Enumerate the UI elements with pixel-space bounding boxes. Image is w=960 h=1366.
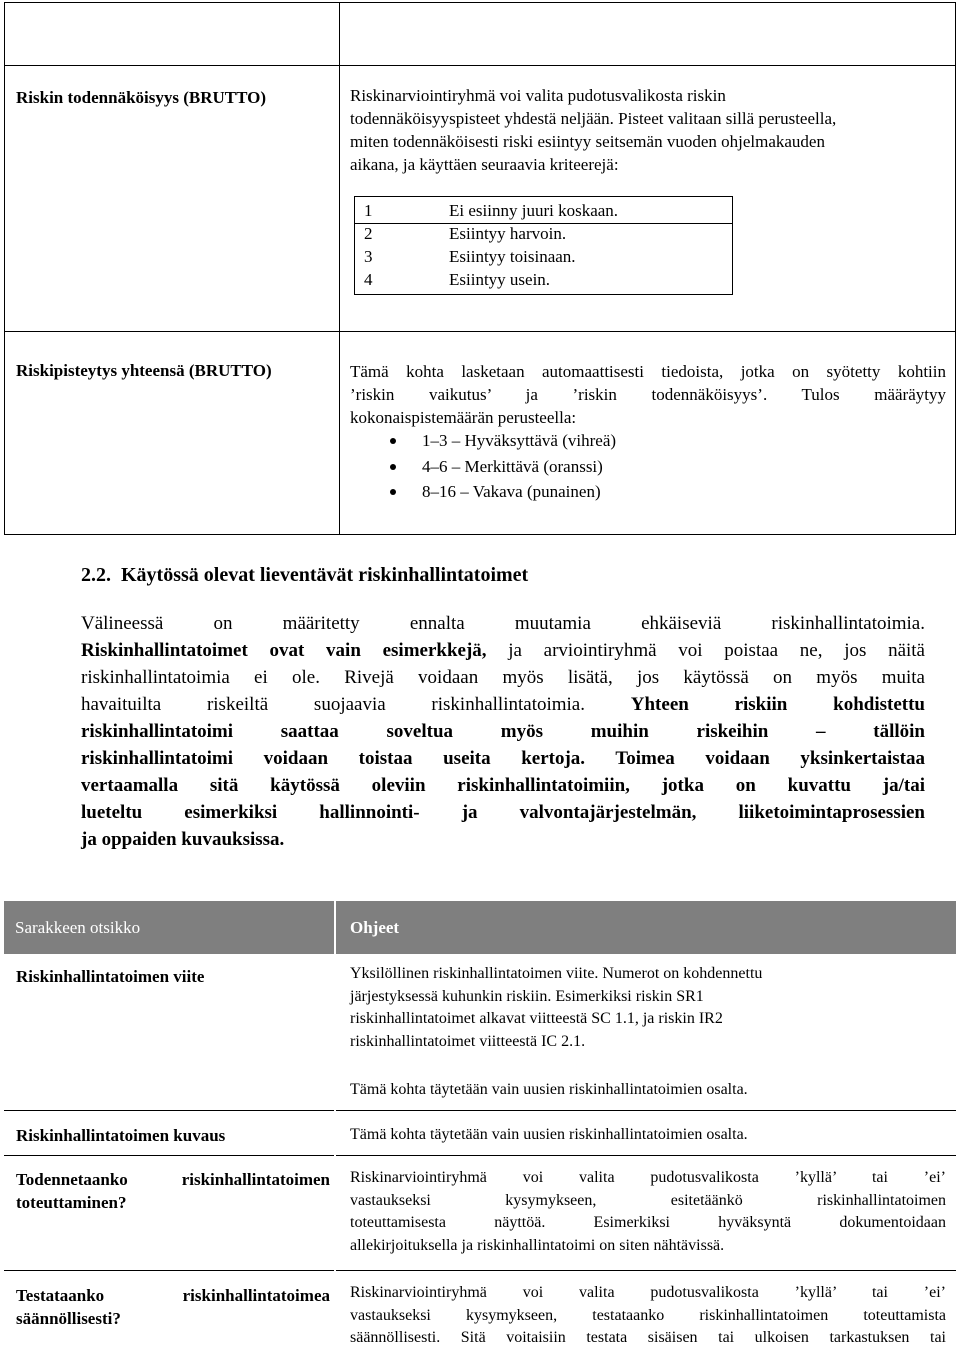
desc-line: Yksilöllinen riskinhallintatoimen viite. Numerot on kohdennettu: [350, 965, 763, 982]
paragraph-line: [81, 691, 925, 718]
table-header-col2: [336, 901, 956, 954]
desc-line: Tämä kohta lasketaan automaattisesti tiedoista, jotka on syötetty kohtiin: [350, 362, 946, 381]
table-row-divider: [4, 1155, 334, 1156]
bullet-text: 1–3 – Hyväksyttävä (vihreä): [422, 431, 617, 450]
bullet-text: 4–6 – Merkittävä (oranssi): [422, 457, 603, 476]
criteria-row: [355, 268, 732, 291]
paragraph-line: [81, 610, 925, 637]
row-desc-testing: [350, 1282, 946, 1350]
row-label-probability: Riskin todennäköisyys (BRUTTO): [16, 88, 267, 107]
row-label-total-score: Riskipisteytys yhteensä (BRUTTO): [16, 361, 272, 380]
paragraph-line: [81, 772, 925, 799]
text: ja arviointiryhmä voi poistaa ne, jos näitä: [486, 640, 925, 661]
table-row-divider: [4, 1110, 334, 1111]
table-row-divider: [336, 1110, 956, 1111]
table-row-divider: [5, 331, 955, 332]
desc-line: aikana, ja käyttäen seuraavia kriteerejä:: [350, 155, 619, 174]
row-label-control-ref: Riskinhallintatoimen viite: [16, 967, 205, 986]
table-row-divider: [4, 1270, 334, 1271]
label-line: Todennetaanko riskinhallintatoimen: [16, 1170, 330, 1189]
bold-text: riskinhallintatoimi voidaan toistaa useita kertoja. Toimea voidaan yksinkertaistaa: [81, 748, 925, 769]
row-label-verification: [16, 1168, 330, 1214]
label-line: Testataanko riskinhallintatoimea: [16, 1286, 330, 1305]
criteria-row: [355, 199, 732, 222]
label-line: toteuttaminen?: [16, 1193, 127, 1212]
desc-line: säännöllisesti. Sitä voitaisiin testata sisäisen tai ulkoisen tarkastuksen tai: [350, 1329, 946, 1346]
row-label-control-desc: Riskinhallintatoimen kuvaus: [16, 1126, 226, 1145]
section-paragraph: [81, 610, 925, 853]
desc-line: kokonaispistemäärän perusteella:: [350, 408, 577, 427]
paragraph-line: [81, 826, 925, 853]
row-desc-control-desc: [350, 1124, 910, 1147]
row-note-control-ref: [350, 1079, 910, 1102]
text: riskinhallintatoimia ei ole. Rivejä voidaan myös lisätä, jos käytössä on myös muita: [81, 667, 925, 688]
header-label: Sarakkeen otsikko: [15, 918, 141, 937]
desc-line: vastaukseksi kysymykseen, testataanko riskinhallintatoimen toteuttamista: [350, 1306, 946, 1324]
row-desc-probability: [350, 84, 940, 176]
desc-line: Riskinarviointiryhmä voi valita pudotusvalikosta ’kyllä’ tai ’ei’: [350, 1169, 946, 1186]
criteria-number: 1: [364, 201, 373, 220]
desc-line: riskinhallintatoimet alkavat viitteestä SC 1.1, ja riskin IR2: [350, 1010, 723, 1027]
criteria-number: 3: [364, 247, 373, 266]
table-row-divider: [5, 65, 955, 66]
text: Välineessä on määritetty ennalta muutamia ehkäiseviä riskinhallintatoimia.: [81, 613, 925, 634]
criteria-number: 2: [364, 224, 373, 243]
paragraph-line: [81, 799, 925, 826]
header-label: Ohjeet: [350, 918, 400, 937]
table-column-divider: [339, 3, 340, 534]
bold-text: lueteltu esimerkiksi hallinnointi- ja valvontajärjestelmän, liiketoimintaprosessien: [81, 802, 925, 823]
paragraph-line: [81, 637, 925, 664]
table-row-divider: [336, 1155, 956, 1156]
desc-line: riskinhallintatoimet viitteestä IC 2.1.: [350, 1032, 586, 1050]
note-text: Tämä kohta täytetään vain uusien riskinhallintatoimien osalta.: [350, 1081, 748, 1098]
criteria-text: Esiintyy toisinaan.: [449, 247, 576, 266]
paragraph-line: [81, 745, 925, 772]
desc-line: allekirjoituksella ja riskinhallintatoimi on siten nähtävissä.: [350, 1236, 725, 1254]
bold-text: riskinhallintatoimi saattaa soveltua myös muihin riskeihin – tällöin: [81, 721, 925, 742]
desc-line: vastaukseksi kysymykseen, esitetäänkö riskinhallintatoimen: [350, 1191, 946, 1209]
desc-line: toteuttamisesta näyttöä. Esimerkiksi hyväksyntä dokumentoidaan: [350, 1214, 946, 1231]
bold-text: Yhteen riskiin kohdistettu: [630, 694, 925, 715]
desc-line: järjestyksessä kuhunkin riskiin. Esimerkiksi riskin SR1: [350, 987, 704, 1005]
criteria-text: Esiintyy harvoin.: [449, 224, 567, 243]
desc-line: miten todennäköisesti riski esiintyy seitsemän vuoden ohjelmakauden: [350, 132, 825, 151]
table-header-col1: [4, 901, 334, 954]
section-heading: 2.2. Käytössä olevat lieventävät riskinhallintatoimet: [81, 564, 529, 586]
bold-text: vertaamalla sitä käytössä oleviin riskinhallintatoimiin, jotka on kuvattu ja/tai: [81, 775, 925, 796]
bold-text: ja oppaiden kuvauksissa.: [81, 829, 285, 850]
criteria-number: 4: [364, 270, 373, 289]
label-line: säännöllisesti?: [16, 1309, 121, 1328]
bullet-text: 8–16 – Vakava (punainen): [422, 482, 601, 501]
criteria-text: Ei esiinny juuri koskaan.: [449, 201, 619, 220]
row-desc-total-score: [350, 360, 946, 429]
desc-line: Riskinarviointiryhmä voi valita pudotusvalikosta riskin: [350, 86, 726, 105]
text: havaituilta riskeiltä suojaavia riskinhallintatoimia.: [81, 694, 631, 715]
desc-line: todennäköisyyspisteet yhdestä neljään. Pisteet valitaan sillä perusteella,: [350, 109, 837, 128]
paragraph-line: [81, 718, 925, 745]
desc-line: ’riskin vaikutus’ ja ’riskin todennäköisyys’. Tulos määräytyy: [350, 385, 946, 404]
criteria-table: [354, 196, 733, 295]
bullet-icon: [390, 438, 396, 444]
row-desc-control-ref: [350, 963, 870, 1053]
bold-text: Riskinhallintatoimet ovat vain esimerkkejä,: [81, 640, 487, 661]
bullet-icon: [390, 489, 396, 495]
criteria-text: Esiintyy usein.: [449, 270, 551, 289]
desc-line: Tämä kohta täytetään vain uusien riskinhallintatoimien osalta.: [350, 1126, 748, 1143]
row-label-testing: [16, 1284, 330, 1330]
desc-line: Riskinarviointiryhmä voi valita pudotusvalikosta ’kyllä’ tai ’ei’: [350, 1284, 946, 1301]
criteria-row: [355, 222, 732, 245]
criteria-row: [355, 245, 732, 268]
table-row-divider: [336, 1270, 956, 1271]
bullet-icon: [390, 464, 396, 470]
row-desc-verification: [350, 1167, 946, 1257]
paragraph-line: [81, 664, 925, 691]
score-bullet-list: [350, 429, 750, 509]
